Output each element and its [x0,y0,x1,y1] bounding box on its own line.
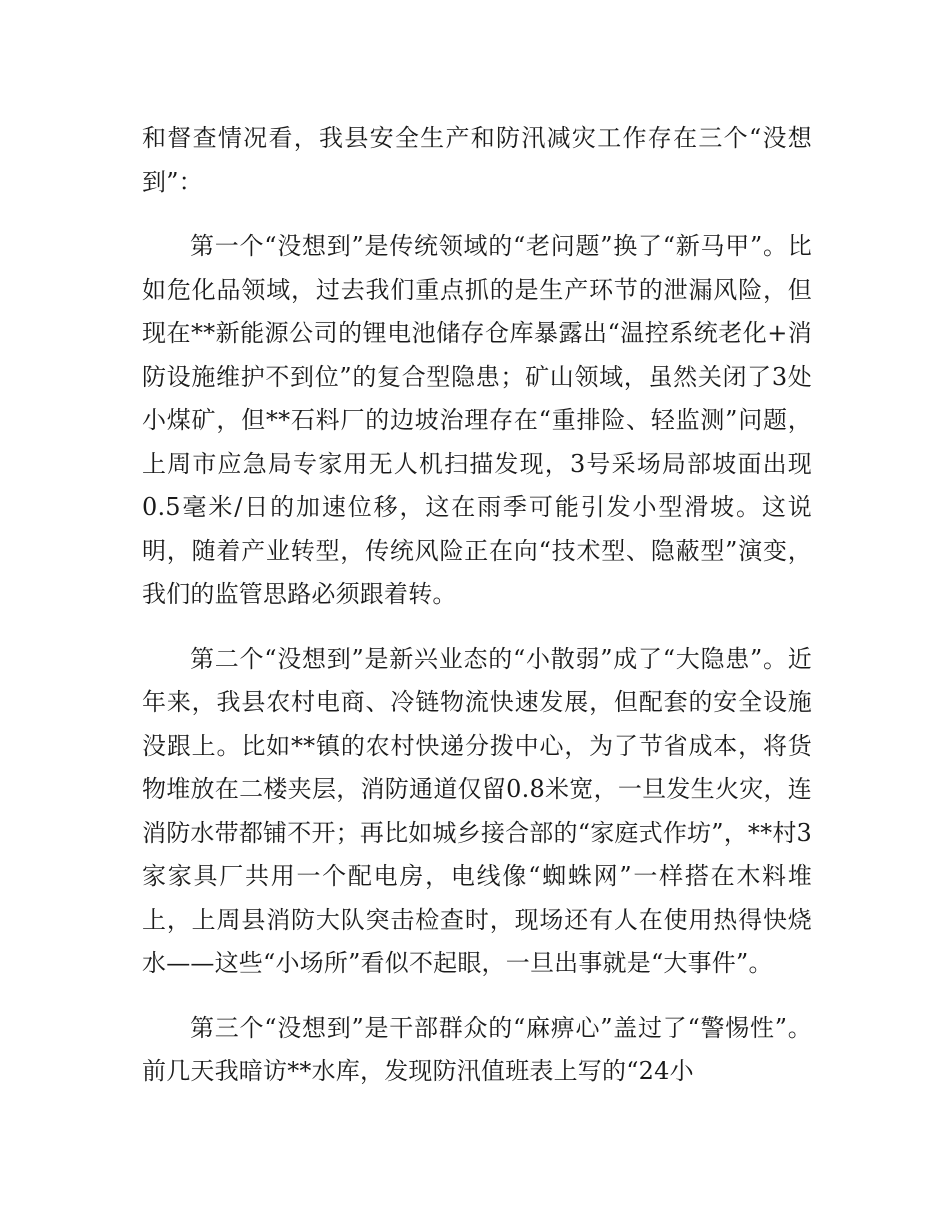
paragraph-first-unexpected: 第一个“没想到”是传统领域的“老问题”换了“新马甲”。比如危化品领域，过去我们重点抓的是生产环节的泄漏风险，但现在**新能源公司的锂电池储存仓库暴露出“温控系统老化+消防设施维护不到位”的复合型隐患；矿山领域，虽然关闭了3处小煤矿，但**石料厂的边坡治理存在“重排险、轻监测”问题，上周市应急局专家用无人机扫描发现，3号采场局部坡面出现0.5毫米/日的加速位移，这在雨季可能引发小型滑坡。这说明，随着产业转型，传统风险正在向“技术型、隐蔽型”演变，我们的监管思路必须跟着转。 [142,232,812,608]
document-body [142,117,812,1115]
paragraph-intro-continuation: 和督查情况看，我县安全生产和防汛减灾工作存在三个“没想到”： [142,124,812,196]
paragraph-second-unexpected: 第二个“没想到”是新兴业态的“小散弱”成了“大隐患”。近年来，我县农村电商、冷链物流快速发展，但配套的安全设施没跟上。比如**镇的农村快递分拨中心，为了节省成本，将货物堆放在二楼夹层，消防通道仅留0.8米宽，一旦发生火灾，连消防水带都铺不开；再比如城乡接合部的“家庭式作坊”，**村3家家具厂共用一个配电房，电线像“蜘蛛网”一样搭在木料堆上，上周县消防大队突击检查时，现场还有人在使用热得快烧水——这些“小场所”看似不起眼，一旦出事就是“大事件”。 [142,644,812,977]
paragraph-third-unexpected: 第三个“没想到”是干部群众的“麻痹心”盖过了“警惕性”。前几天我暗访**水库，发现防汛值班表上写的“24小 [142,1013,812,1085]
